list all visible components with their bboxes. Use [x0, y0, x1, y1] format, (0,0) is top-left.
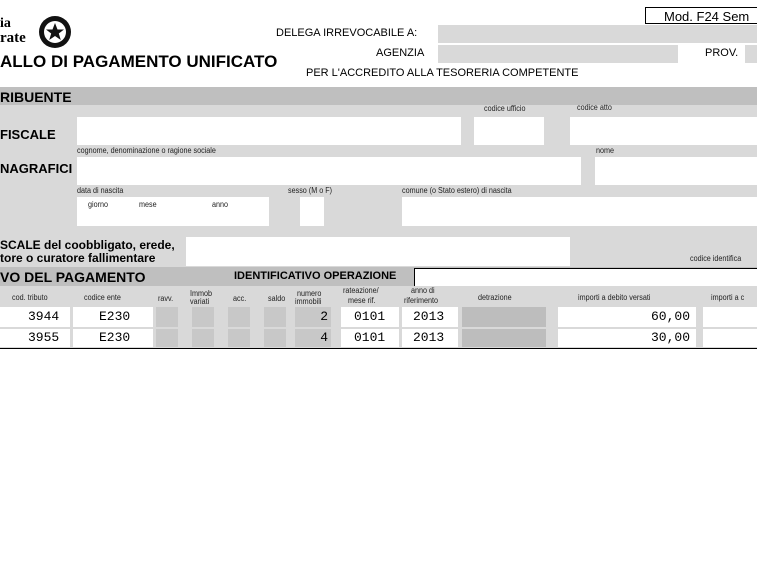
row1-numero-immobili: 2	[320, 309, 328, 324]
codice-atto-field[interactable]	[570, 117, 757, 145]
row2-anno: 2013	[413, 330, 445, 345]
mese-label: mese	[139, 200, 157, 209]
delega-field[interactable]	[438, 25, 757, 43]
col-cod-tributo: cod. tributo	[12, 293, 48, 302]
col-importi-debito: importi a debito versati	[578, 293, 651, 302]
row2-numero-immobili: 4	[320, 330, 328, 345]
codice-identificativo-label: codice identifica	[690, 254, 742, 263]
coobbligato-label-line2: tore o curatore fallimentare	[0, 251, 156, 265]
contribuente-section-label: RIBUENTE	[0, 89, 72, 105]
row2-acc-cell[interactable]	[228, 329, 250, 347]
row2-importo-credito-cell[interactable]	[703, 329, 757, 347]
col-ravv: ravv.	[158, 294, 174, 303]
col-immob-line1: Immob	[190, 289, 213, 298]
row2-codice-ente: E230	[99, 330, 131, 345]
row1-immob-cell[interactable]	[192, 307, 214, 327]
delega-label: DELEGA IRREVOCABILE A:	[276, 27, 418, 39]
giorno-label: giorno	[88, 200, 109, 209]
col-rateazione-line2: mese rif.	[348, 296, 376, 305]
row1-saldo-cell[interactable]	[264, 307, 286, 327]
row1-codice-ente: E230	[99, 309, 131, 324]
agenzia-label: AGENZIA	[376, 47, 425, 59]
row1-rateazione: 0101	[354, 309, 386, 324]
row2-immob-cell[interactable]	[192, 329, 214, 347]
emblem-icon	[36, 14, 74, 50]
col-numero-line1: numero	[297, 289, 322, 298]
cognome-field[interactable]	[77, 157, 581, 185]
row1-cod-tributo: 3944	[28, 309, 60, 324]
form-title: ALLO DI PAGAMENTO UNIFICATO	[0, 52, 278, 71]
row2-ravv-cell[interactable]	[156, 329, 178, 347]
row2-importo-debito: 30,00	[650, 330, 690, 345]
row1-importo-debito: 60,00	[650, 309, 690, 324]
col-numero-line2: immobili	[295, 297, 322, 306]
col-anno-line2: riferimento	[404, 296, 439, 305]
codice-ufficio-field[interactable]	[474, 117, 544, 145]
nome-label: nome	[596, 146, 615, 155]
identificativo-field[interactable]	[414, 268, 757, 286]
dati-anagrafici-label: NAGRAFICI	[0, 161, 73, 176]
model-box: Mod. F24 Sem	[645, 7, 757, 24]
prov-label: PROV.	[705, 47, 739, 59]
identificativo-label: IDENTIFICATIVO OPERAZIONE	[234, 270, 397, 282]
coobbligato-field[interactable]	[186, 237, 570, 266]
logo-text-line1: ia	[0, 16, 11, 31]
anno-label: anno	[212, 200, 229, 209]
data-nascita-label: data di nascita	[77, 186, 124, 195]
col-anno-line1: anno di	[411, 286, 435, 295]
row2-detrazione-cell[interactable]	[462, 329, 546, 347]
coobbligato-label-line1: SCALE del coobbligato, erede,	[0, 238, 175, 252]
codice-ufficio-label: codice ufficio	[484, 104, 526, 113]
sesso-field[interactable]	[300, 197, 324, 226]
col-acc: acc.	[233, 294, 247, 303]
logo-text-line2: rate	[0, 30, 26, 46]
row1-importo-credito-cell[interactable]	[703, 307, 757, 327]
accredito-label: PER L'ACCREDITO ALLA TESORERIA COMPETENTE	[306, 67, 579, 79]
row1-acc-cell[interactable]	[228, 307, 250, 327]
codice-atto-label: codice atto	[577, 103, 612, 112]
row1-detrazione-cell[interactable]	[462, 307, 546, 327]
row1-ravv-cell[interactable]	[156, 307, 178, 327]
col-detrazione: detrazione	[478, 293, 512, 302]
row2-saldo-cell[interactable]	[264, 329, 286, 347]
cognome-label: cognome, denominazione o ragione sociale	[77, 146, 216, 155]
pagamento-section-label: VO DEL PAGAMENTO	[0, 269, 146, 285]
codice-fiscale-label: FISCALE	[0, 127, 56, 142]
row2-cod-tributo: 3955	[28, 330, 60, 345]
row2-rateazione: 0101	[354, 330, 386, 345]
comune-label: comune (o Stato estero) di nascita	[402, 186, 512, 195]
col-importi-credito: importi a c	[711, 293, 745, 302]
comune-field[interactable]	[402, 197, 757, 226]
sesso-label: sesso (M o F)	[288, 186, 333, 195]
contribuente-header-bar	[0, 87, 757, 105]
col-immob-line2: variati	[190, 297, 210, 306]
agenzia-field[interactable]	[438, 45, 678, 63]
col-rateazione-line1: rateazione/	[343, 286, 379, 295]
col-codice-ente: codice ente	[84, 293, 121, 302]
row1-anno: 2013	[413, 309, 445, 324]
prov-field[interactable]	[745, 45, 757, 63]
col-saldo: saldo	[268, 294, 286, 303]
nome-field[interactable]	[595, 157, 757, 185]
codice-fiscale-field[interactable]	[77, 117, 461, 145]
table-bottom-rule	[0, 348, 757, 349]
